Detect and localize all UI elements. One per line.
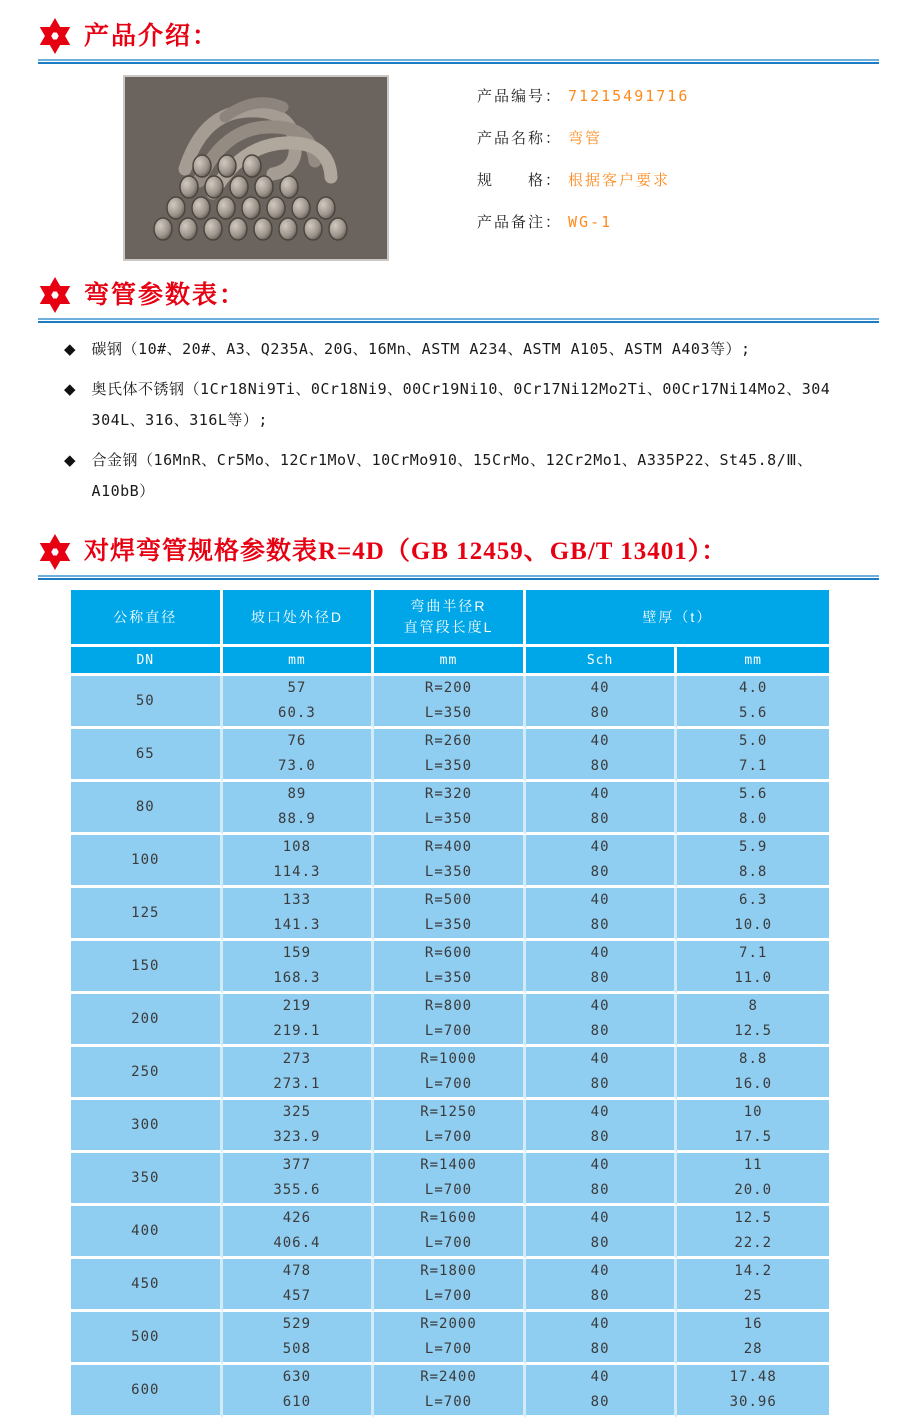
- spec-cell-line: 40: [590, 1051, 610, 1067]
- spec-cell-line: L=700: [424, 1288, 473, 1304]
- material-line: 碳钢（10#、20#、A3、Q235A、20G、16Mn、ASTM A234、ASTM A105、ASTM A403等）;: [91, 340, 751, 358]
- diamond-bullet-icon: ◆: [64, 381, 76, 398]
- spec-cell: 600: [71, 1365, 223, 1418]
- field-value: WG-1: [568, 213, 613, 231]
- spec-cell: 300: [71, 1100, 223, 1153]
- spec-cell: [223, 1312, 375, 1365]
- spec-cell-line: 114.3: [273, 864, 321, 880]
- spec-cell: [223, 676, 375, 729]
- spec-table-header: [71, 590, 829, 676]
- spec-cell-line: 40: [590, 786, 610, 802]
- spec-cell: [223, 1365, 375, 1418]
- product-fields: [477, 75, 689, 261]
- spec-cell-line: 630: [282, 1369, 312, 1385]
- spec-cell: [223, 994, 375, 1047]
- spec-cell-line: L=350: [424, 811, 473, 827]
- spec-cell-line: 80: [590, 1288, 610, 1304]
- spec-cell-line: R=600: [424, 945, 473, 961]
- spec-cell-line: 40: [590, 998, 610, 1014]
- spec-cell-line: 273.1: [273, 1076, 321, 1092]
- material-item-stainless-steel: [64, 374, 869, 436]
- spec-cell-line: R=2000: [420, 1316, 477, 1332]
- spec-row-dn-350: [71, 1153, 829, 1206]
- spec-cell: [526, 888, 678, 941]
- spec-cell-line: 20.0: [734, 1182, 773, 1198]
- spec-cell-line: 7.1: [739, 758, 768, 774]
- intro-section-heading: [38, 0, 879, 54]
- spec-cell: [526, 1312, 678, 1365]
- spec-cell-line: L=700: [424, 1129, 473, 1145]
- spec-row-dn-400: [71, 1206, 829, 1259]
- section-divider: [38, 575, 879, 577]
- spec-cell: [374, 994, 526, 1047]
- spec-cell: 150: [71, 941, 223, 994]
- spec-cell-line: 60.3: [278, 705, 316, 721]
- diamond-bullet-icon: ◆: [64, 341, 76, 358]
- spec-cell-line: 11.0: [734, 970, 773, 986]
- spec-cell: [526, 1047, 678, 1100]
- material-text: [92, 334, 751, 365]
- spec-cell-line: L=350: [424, 864, 473, 880]
- material-line: 合金钢（16MnR、Cr5Mo、12Cr1MoV、10CrMo910、15CrMo、12Cr2Mo1、A335P22、St45.8/Ⅲ、: [91, 451, 813, 469]
- spec-cell: [223, 1047, 375, 1100]
- spec-cell: 500: [71, 1312, 223, 1365]
- spec-row-dn-200: [71, 994, 829, 1047]
- spec-cell: [677, 676, 829, 729]
- spec-cell-line: R=1250: [420, 1104, 477, 1120]
- materials-section-heading: [38, 261, 879, 313]
- diamond-bullet-icon: ◆: [64, 452, 76, 469]
- spec-cell-line: 108: [282, 839, 312, 855]
- spec-cell-line: 80: [590, 1182, 610, 1198]
- spec-cell-line: 10.0: [734, 917, 773, 933]
- spec-cell: [223, 729, 375, 782]
- spec-cell-line: R=1800: [420, 1263, 477, 1279]
- field-label: 产品备注：: [477, 214, 563, 231]
- spec-cell-line: R=320: [424, 786, 473, 802]
- spec-cell-line: 14.2: [734, 1263, 773, 1279]
- spec-cell-line: L=700: [424, 1023, 473, 1039]
- spec-cell-line: 80: [590, 864, 610, 880]
- spec-cell-line: 80: [590, 1023, 610, 1039]
- spec-row-dn-250: [71, 1047, 829, 1100]
- spec-cell: [677, 1047, 829, 1100]
- spec-cell-line: 40: [590, 680, 610, 696]
- spec-cell: 450: [71, 1259, 223, 1312]
- spec-cell-line: 30.96: [729, 1394, 777, 1410]
- spec-cell-line: 426: [282, 1210, 312, 1226]
- spec-cell-line: 80: [590, 811, 610, 827]
- material-text: [92, 445, 813, 507]
- spec-cell-line: 40: [590, 1369, 610, 1385]
- spec-table-title: 对焊弯管规格参数表R=4D（GB 12459、GB/T 13401）：: [84, 538, 728, 565]
- spec-cell-line: L=700: [424, 1182, 473, 1198]
- spec-cell-line: 5.0: [739, 733, 768, 749]
- spec-cell-line: 508: [282, 1341, 312, 1357]
- spec-cell: [677, 888, 829, 941]
- spec-row-dn-100: [71, 835, 829, 888]
- spec-cell: [223, 1259, 375, 1312]
- spec-cell: [677, 994, 829, 1047]
- spec-table-body: [71, 676, 829, 1418]
- spec-cell-line: 40: [590, 1210, 610, 1226]
- spec-cell-line: 5.6: [739, 786, 768, 802]
- spec-cell: [526, 1365, 678, 1418]
- spec-cell-line: 16: [743, 1316, 763, 1332]
- spec-cell: [223, 782, 375, 835]
- spec-cell-line: R=1000: [420, 1051, 477, 1067]
- field-product-name: [477, 127, 689, 148]
- spec-row-dn-500: [71, 1312, 829, 1365]
- spec-cell: [374, 782, 526, 835]
- spec-cell-line: R=400: [424, 839, 473, 855]
- spec-cell-line: R=1400: [420, 1157, 477, 1173]
- spec-cell-line: 80: [590, 1341, 610, 1357]
- spec-table: [71, 590, 829, 1418]
- spec-cell: 200: [71, 994, 223, 1047]
- spec-cell-line: 57: [287, 680, 307, 696]
- spec-cell: [526, 994, 678, 1047]
- field-label: 产品编号：: [477, 88, 563, 105]
- spec-cell: [677, 1312, 829, 1365]
- materials-list: [64, 334, 869, 507]
- spec-cell: [374, 1312, 526, 1365]
- spec-cell-line: 40: [590, 839, 610, 855]
- spec-cell-line: 11: [743, 1157, 763, 1173]
- spec-cell: [526, 1259, 678, 1312]
- spec-cell-line: 80: [590, 1129, 610, 1145]
- spec-cell-line: 529: [282, 1316, 312, 1332]
- field-label: 产品名称：: [477, 130, 563, 147]
- material-line: A10bB）: [91, 482, 155, 500]
- spec-cell-line: 355.6: [273, 1182, 321, 1198]
- header-bend-radius-line1: 弯曲半径R: [410, 598, 487, 614]
- spec-cell: [677, 1259, 829, 1312]
- spec-cell: [677, 1100, 829, 1153]
- star-icon: [38, 534, 72, 570]
- material-text: [92, 374, 831, 436]
- header-bend-radius-line2: 直管段长度L: [403, 619, 494, 635]
- spec-cell: [374, 888, 526, 941]
- spec-cell: [677, 782, 829, 835]
- spec-cell-line: L=350: [424, 758, 473, 774]
- spec-cell-line: R=2400: [420, 1369, 477, 1385]
- spec-cell: [677, 1365, 829, 1418]
- spec-cell: [677, 1153, 829, 1206]
- spec-cell: [374, 676, 526, 729]
- spec-cell-line: 7.1: [739, 945, 768, 961]
- spec-cell-line: 5.6: [739, 705, 768, 721]
- spec-cell: [677, 729, 829, 782]
- spec-row-dn-125: [71, 888, 829, 941]
- spec-cell: [526, 729, 678, 782]
- spec-cell-line: L=700: [424, 1076, 473, 1092]
- spec-cell-line: 133: [282, 892, 312, 908]
- spec-cell-line: L=350: [424, 970, 473, 986]
- subheader-dn: DN: [71, 647, 223, 676]
- spec-cell-line: R=500: [424, 892, 473, 908]
- spec-cell: [374, 1047, 526, 1100]
- spec-cell-line: 219: [282, 998, 312, 1014]
- spec-row-dn-80: [71, 782, 829, 835]
- section-divider: [38, 59, 879, 61]
- spec-cell-line: L=350: [424, 917, 473, 933]
- spec-cell-line: 325: [282, 1104, 312, 1120]
- spec-cell-line: 40: [590, 1263, 610, 1279]
- field-specification: [477, 169, 689, 190]
- spec-cell-line: L=350: [424, 705, 473, 721]
- spec-cell: [526, 676, 678, 729]
- spec-cell: [374, 1153, 526, 1206]
- spec-cell: [526, 1206, 678, 1259]
- spec-cell-line: 76: [287, 733, 307, 749]
- spec-cell: [374, 1100, 526, 1153]
- spec-cell-line: 80: [590, 758, 610, 774]
- spec-cell: [677, 1206, 829, 1259]
- spec-cell: 80: [71, 782, 223, 835]
- spec-cell: [374, 1206, 526, 1259]
- spec-cell-line: 12.5: [734, 1023, 773, 1039]
- field-value: 弯管: [568, 129, 603, 147]
- spec-cell-line: 40: [590, 1104, 610, 1120]
- spec-cell-line: R=260: [424, 733, 473, 749]
- spec-cell-line: 25: [743, 1288, 763, 1304]
- spec-cell-line: 377: [282, 1157, 312, 1173]
- spec-cell: [223, 888, 375, 941]
- spec-cell-line: 457: [282, 1288, 312, 1304]
- star-icon: [38, 18, 72, 54]
- spec-cell-line: 80: [590, 705, 610, 721]
- spec-cell: 100: [71, 835, 223, 888]
- header-wall-thickness: 壁厚（t）: [526, 590, 829, 647]
- spec-cell-line: 478: [282, 1263, 312, 1279]
- spec-cell: [374, 729, 526, 782]
- material-line: 304L、316、316L等）;: [91, 411, 268, 429]
- spec-cell-line: L=700: [424, 1235, 473, 1251]
- spec-cell: [223, 941, 375, 994]
- spec-row-dn-450: [71, 1259, 829, 1312]
- field-value: 根据客户要求: [568, 171, 671, 189]
- spec-cell-line: 5.9: [739, 839, 768, 855]
- spec-cell-line: 10: [743, 1104, 763, 1120]
- spec-cell: 250: [71, 1047, 223, 1100]
- spec-cell-line: L=700: [424, 1341, 473, 1357]
- spec-cell-line: 80: [590, 970, 610, 986]
- product-overview: [123, 75, 909, 261]
- spec-cell-line: 80: [590, 1394, 610, 1410]
- spec-cell: [526, 1153, 678, 1206]
- spec-cell-line: 40: [590, 892, 610, 908]
- subheader-mm: mm: [374, 647, 526, 676]
- section-divider: [38, 318, 879, 320]
- field-value: 71215491716: [568, 87, 690, 105]
- spec-cell-line: 40: [590, 1157, 610, 1173]
- spec-cell: 50: [71, 676, 223, 729]
- spec-cell: [374, 941, 526, 994]
- spec-row-dn-600: [71, 1365, 829, 1418]
- spec-cell-line: R=800: [424, 998, 473, 1014]
- spec-cell: [223, 1153, 375, 1206]
- spec-cell: [526, 1100, 678, 1153]
- spec-cell-line: 12.5: [734, 1210, 773, 1226]
- material-item-carbon-steel: [64, 334, 869, 365]
- spec-cell-line: 8.8: [739, 864, 768, 880]
- spec-section-heading: [38, 516, 879, 570]
- field-label: 规 格：: [477, 172, 563, 189]
- spec-cell-line: 40: [590, 733, 610, 749]
- spec-row-dn-300: [71, 1100, 829, 1153]
- spec-cell-line: 219.1: [273, 1023, 321, 1039]
- spec-cell: 350: [71, 1153, 223, 1206]
- spec-cell-line: 4.0: [739, 680, 768, 696]
- subheader-sch: Sch: [526, 647, 678, 676]
- spec-cell-line: 8.8: [739, 1051, 768, 1067]
- spec-cell: 65: [71, 729, 223, 782]
- spec-row-dn-50: [71, 676, 829, 729]
- spec-cell-line: 22.2: [734, 1235, 773, 1251]
- spec-cell-line: 16.0: [734, 1076, 773, 1092]
- spec-cell: [677, 941, 829, 994]
- spec-row-dn-150: [71, 941, 829, 994]
- spec-cell-line: 73.0: [278, 758, 316, 774]
- subheader-mm: mm: [223, 647, 375, 676]
- spec-cell-line: 8: [748, 998, 758, 1014]
- spec-cell-line: 40: [590, 1316, 610, 1332]
- header-bend-radius: [374, 590, 526, 647]
- materials-title: 弯管参数表：: [84, 281, 247, 309]
- spec-cell: [526, 782, 678, 835]
- spec-cell: [526, 835, 678, 888]
- spec-cell-line: 80: [590, 1076, 610, 1092]
- spec-cell: [677, 835, 829, 888]
- spec-cell: [223, 1100, 375, 1153]
- spec-cell: 125: [71, 888, 223, 941]
- spec-cell-line: 6.3: [739, 892, 768, 908]
- material-line: 奥氏体不锈钢（1Cr18Ni9Ti、0Cr18Ni9、00Cr19Ni10、0Cr17Ni12Mo2Ti、00Cr17Ni14Mo2、304: [91, 380, 831, 398]
- spec-cell-line: 17.5: [734, 1129, 773, 1145]
- field-product-note: [477, 211, 689, 232]
- header-outer-diameter: 坡口处外径D: [223, 590, 375, 647]
- spec-cell-line: 141.3: [273, 917, 321, 933]
- spec-cell-line: 610: [282, 1394, 312, 1410]
- spec-cell: 400: [71, 1206, 223, 1259]
- spec-cell-line: 28: [743, 1341, 763, 1357]
- material-item-alloy-steel: [64, 445, 869, 507]
- spec-cell-line: 323.9: [273, 1129, 321, 1145]
- spec-cell-line: 89: [287, 786, 307, 802]
- spec-cell-line: 40: [590, 945, 610, 961]
- spec-cell: [374, 1365, 526, 1418]
- spec-cell-line: 8.0: [739, 811, 768, 827]
- spec-cell-line: R=200: [424, 680, 473, 696]
- spec-cell: [526, 941, 678, 994]
- spec-cell: [374, 1259, 526, 1312]
- intro-title: 产品介绍：: [84, 22, 220, 50]
- spec-cell-line: 168.3: [273, 970, 321, 986]
- spec-cell-line: L=700: [424, 1394, 473, 1410]
- pipe-bends-illustration: [125, 77, 387, 259]
- spec-cell-line: 88.9: [278, 811, 316, 827]
- spec-cell: [374, 835, 526, 888]
- subheader-mm: mm: [677, 647, 829, 676]
- spec-row-dn-65: [71, 729, 829, 782]
- spec-cell-line: 80: [590, 1235, 610, 1251]
- spec-cell: [223, 835, 375, 888]
- spec-cell-line: 159: [282, 945, 312, 961]
- star-icon: [38, 277, 72, 313]
- spec-cell-line: 273: [282, 1051, 312, 1067]
- field-product-code: [477, 85, 689, 106]
- spec-cell-line: 406.4: [273, 1235, 321, 1251]
- spec-cell: [223, 1206, 375, 1259]
- spec-cell-line: R=1600: [420, 1210, 477, 1226]
- header-nominal-diameter: 公称直径: [71, 590, 223, 647]
- spec-cell-line: 17.48: [729, 1369, 777, 1385]
- product-photo: [123, 75, 389, 261]
- spec-cell-line: 80: [590, 917, 610, 933]
